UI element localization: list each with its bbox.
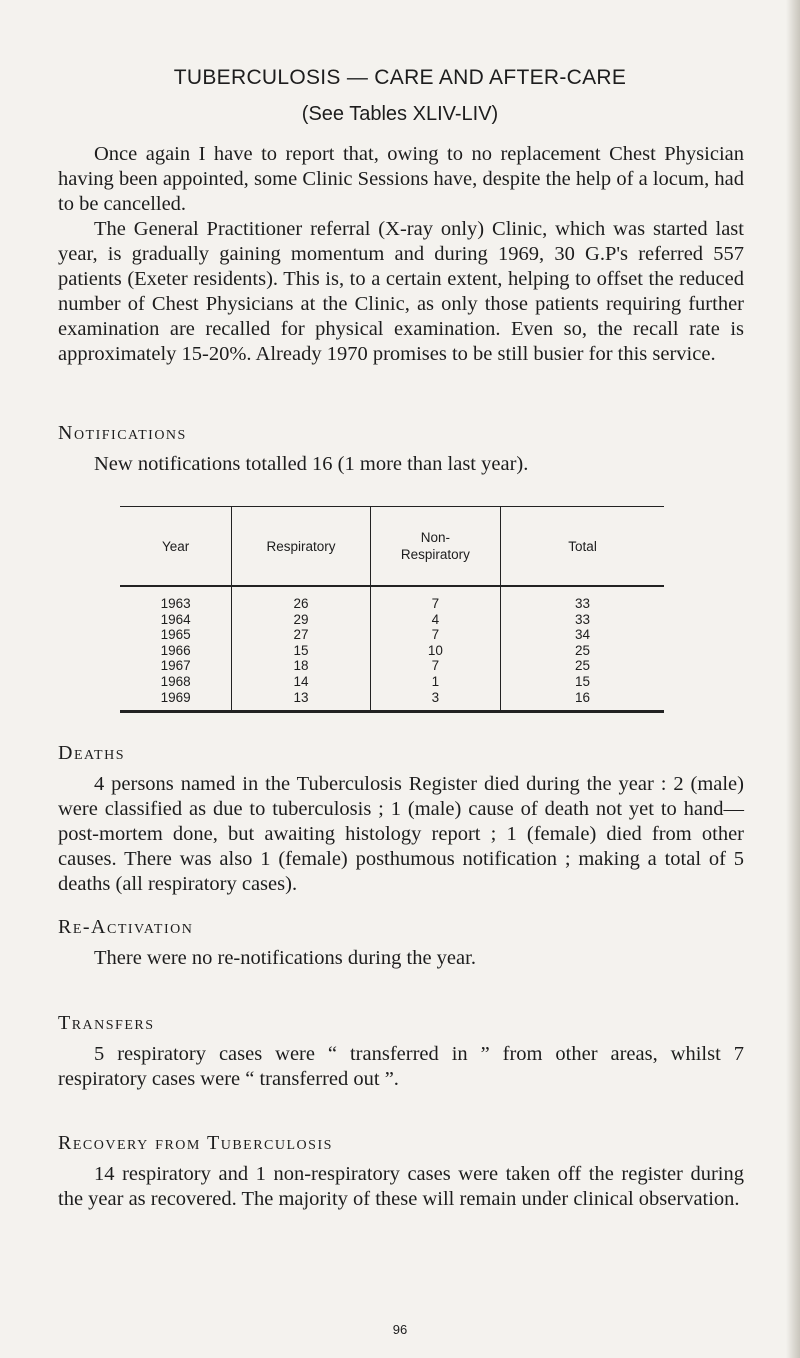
cell-year: 1969 xyxy=(160,689,191,705)
recovery-heading: Recovery from Tuberculosis xyxy=(58,1132,333,1154)
intro-paragraph-2: The General Practitioner referral (X-ray only) Clinic, which was started last year, is gradually gaining momentum and during 1969, 30 G.P's referred 557 patients (Exeter residents). This is, to a certain extent, helping to offset the reduced number of Chest Physicians at the Clinic, as only those patients requiring further examination are recalled for physical examination. Even so, the recall rate is approximately 15-20%. Already 1970 promises to be still busier for this service. xyxy=(58,218,744,365)
page-title: TUBERCULOSIS — CARE AND AFTER-CARE xyxy=(173,66,627,89)
cell-non-respiratory: 7 xyxy=(370,627,500,643)
column-header-total: Total xyxy=(501,507,664,587)
cell-total: 25 xyxy=(501,643,664,659)
cell-total: 33 xyxy=(501,586,664,612)
cell-total: 15 xyxy=(501,674,664,690)
transfers-heading: Transfers xyxy=(58,1012,155,1034)
cell-year: 1964 xyxy=(160,611,191,627)
column-header-year: Year xyxy=(120,507,232,587)
cell-total: 25 xyxy=(501,658,664,674)
cell-respiratory: 15 xyxy=(232,643,370,659)
column-header-non-respiratory: Non- Respiratory xyxy=(370,507,500,587)
page-number: 96 xyxy=(392,1322,408,1337)
transfers-text: 5 respiratory cases were “ transferred in ” from other areas, whilst 7 respiratory cases were “ transferred out ”. xyxy=(58,1043,744,1090)
deaths-heading: Deaths xyxy=(58,742,126,764)
table-row xyxy=(120,690,664,712)
cell-respiratory: 14 xyxy=(232,674,370,690)
cell-year: 1963 xyxy=(160,596,191,611)
reactivation-text: There were no re-notifications during the year. xyxy=(94,947,476,969)
cell-total: 34 xyxy=(501,627,664,643)
table-row xyxy=(120,674,664,690)
cell-year: 1967 xyxy=(160,658,191,674)
cell-non-respiratory: 4 xyxy=(370,612,500,628)
cell-year: 1968 xyxy=(160,673,191,689)
page-subtitle: (See Tables XLIV-LIV) xyxy=(301,103,499,125)
cell-non-respiratory: 7 xyxy=(370,658,500,674)
cell-respiratory: 27 xyxy=(232,627,370,643)
notifications-table xyxy=(120,506,664,713)
table-row xyxy=(120,643,664,659)
cell-non-respiratory: 3 xyxy=(370,690,500,712)
intro-paragraph-1: Once again I have to report that, owing to no replacement Chest Physician having been appointed, some Clinic Sessions have, despite the help of a locum, had to be cancelled. xyxy=(58,143,744,215)
cell-non-respiratory: 1 xyxy=(370,674,500,690)
notifications-text: New notifications totalled 16 (1 more than last year). xyxy=(94,453,529,475)
cell-year: 1966 xyxy=(160,642,191,658)
cell-year: 1965 xyxy=(160,627,191,643)
table-body xyxy=(120,586,664,712)
notifications-heading: Notifications xyxy=(58,422,187,444)
cell-non-respiratory: 10 xyxy=(370,643,500,659)
page-edge-shadow xyxy=(786,0,800,1358)
table-header-row xyxy=(120,507,664,587)
deaths-text: 4 persons named in the Tuberculosis Register died during the year : 2 (male) were classified as due to tuberculosis ; 1 (male) cause of death not yet to hand—post-mortem done, but awaiting histology report ; 1 (female) died from other causes. There was also 1 (female) posthumous notification ; making a total of 5 deaths (all respiratory cases). xyxy=(58,773,744,895)
reactivation-heading: Re-Activation xyxy=(58,916,194,938)
table-row xyxy=(120,627,664,643)
cell-respiratory: 18 xyxy=(232,658,370,674)
table-row xyxy=(120,658,664,674)
cell-respiratory: 13 xyxy=(232,690,370,712)
cell-non-respiratory: 7 xyxy=(370,586,500,612)
recovery-text: 14 respiratory and 1 non-respiratory cases were taken off the register during the year as recovered. The majority of these will remain under clinical observation. xyxy=(58,1163,744,1210)
table-row xyxy=(120,586,664,612)
table-row xyxy=(120,612,664,628)
cell-respiratory: 26 xyxy=(232,586,370,612)
cell-total: 16 xyxy=(501,690,664,712)
cell-respiratory: 29 xyxy=(232,612,370,628)
cell-total: 33 xyxy=(501,612,664,628)
column-header-respiratory: Respiratory xyxy=(232,507,370,587)
